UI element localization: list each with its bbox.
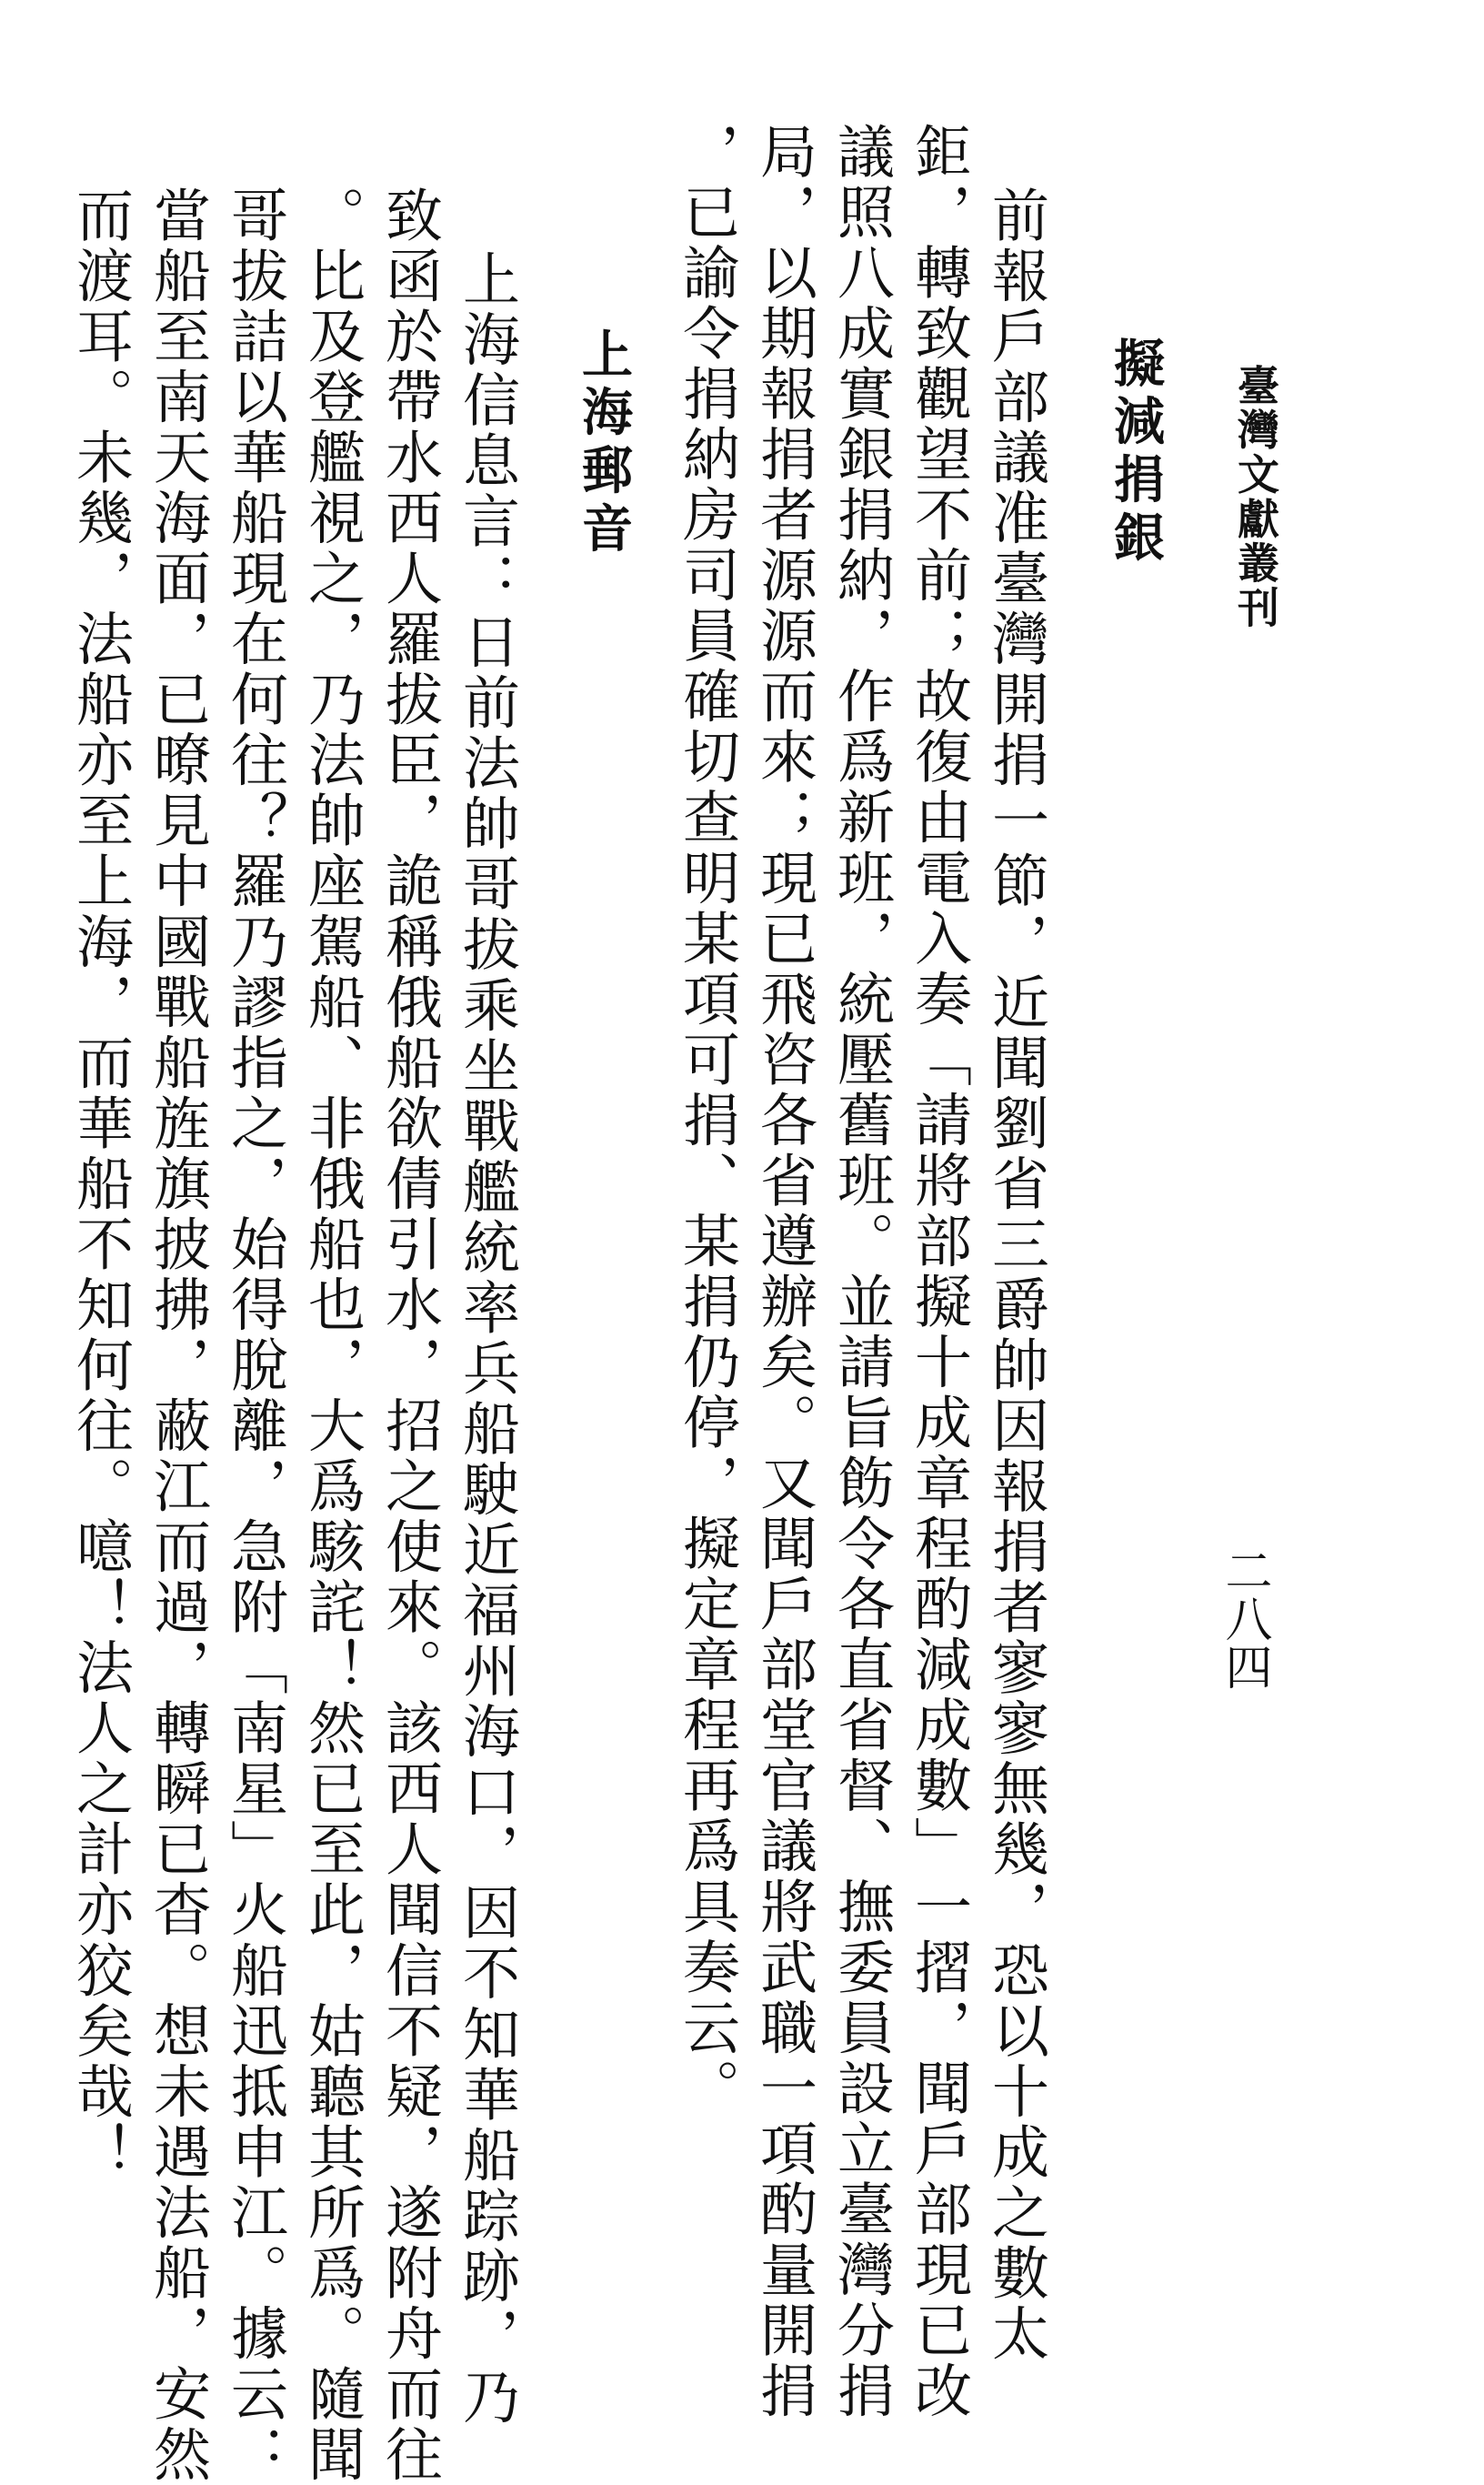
section-heading: 擬減捐銀 bbox=[1106, 337, 1166, 569]
text-line: 前報戶部議准臺灣開捐一節，近聞劉省三爵帥因報捐者寥寥無幾，恐以十成之數太 bbox=[983, 186, 1049, 2365]
text-line: 議照八成實銀捐納，作爲新班，統壓舊班。並請旨飭令各直省督、撫委員設立臺灣分捐 bbox=[828, 122, 895, 2422]
book-title: 臺灣文獻叢刊 bbox=[1231, 364, 1280, 630]
text-line: 致函於帶水西人羅拔臣，詭稱俄船欲倩引水，招之使來。該西人聞信不疑，遂附舟而往 bbox=[376, 186, 443, 2485]
page-number: 二八四 bbox=[1217, 1546, 1271, 1692]
text-line: 局，以期報捐者源源而來；現已飛咨各省遵辦矣。又聞戶部堂官議將武職一項酌量開捐 bbox=[751, 122, 817, 2422]
section-heading: 上海郵音 bbox=[574, 327, 634, 560]
text-line: 哥拔詰以華船現在何往？羅乃謬指之，始得脫離，急附「南星」火船迅抵申江。據云： bbox=[222, 186, 288, 2485]
text-line: 上海信息言：日前法帥哥拔乘坐戰艦統率兵船駛近福州海口，因不知華船踪跡，乃 bbox=[454, 249, 520, 2429]
text-line: 鉅，轉致觀望不前；故復由電入奏「請將部擬十成章程酌減成數」一摺，聞戶部現已改 bbox=[906, 122, 972, 2422]
text-line: 而渡耳。未幾，法船亦至上海，而華船不知何往。噫！法人之計亦狡矣哉！ bbox=[67, 186, 134, 2183]
text-line: 當船至南天海面，已暸見中國戰船旌旗披拂，蔽江而過，轉瞬已杳。想未遇法船，安然 bbox=[145, 186, 211, 2485]
text-line: 。比及登艦視之，乃法帥座駕船、非俄船也，大爲駭詫！然已至此，姑聽其所爲。隨聞 bbox=[299, 186, 366, 2485]
text-line: ，已諭令捐納房司員確切查明某項可捐、某捐仍停，擬定章程再爲具奏云。 bbox=[674, 122, 740, 2119]
